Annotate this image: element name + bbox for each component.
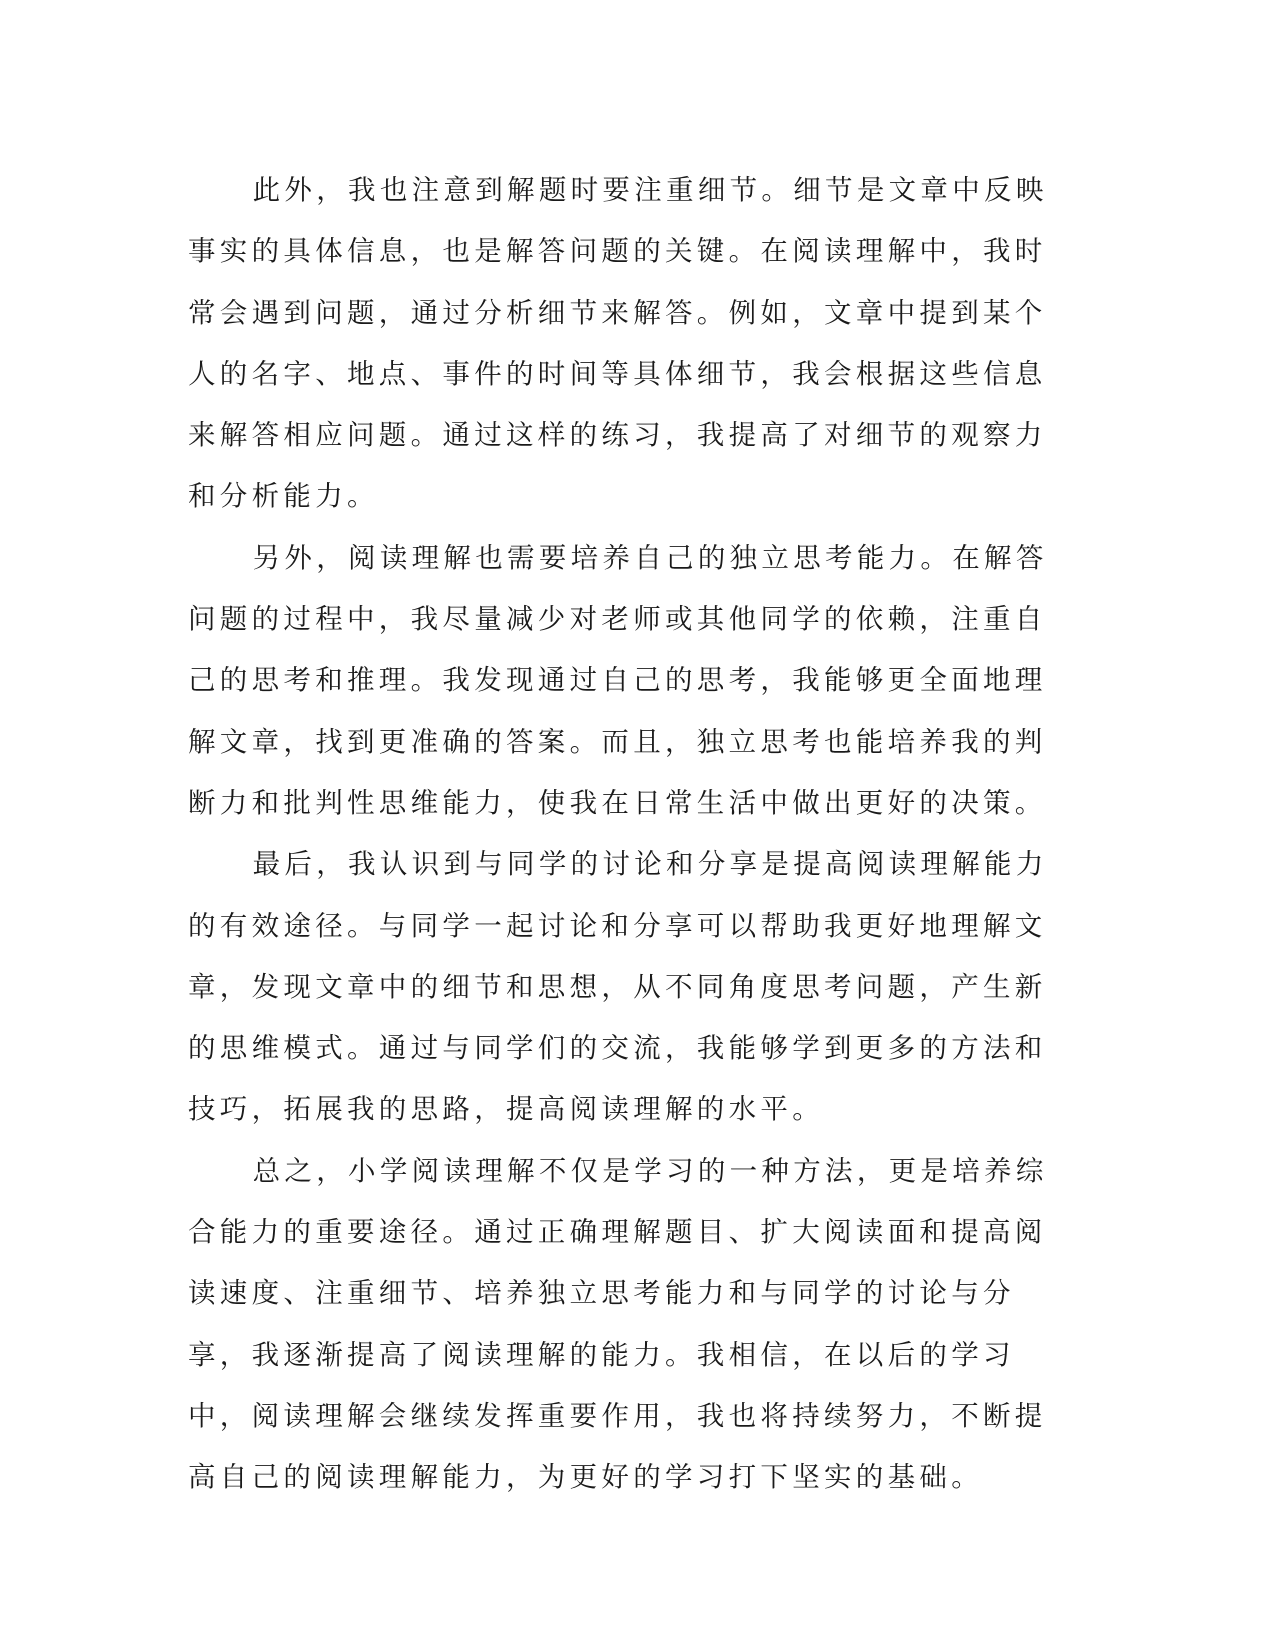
paragraph-independent-thinking: 另外，阅读理解也需要培养自己的独立思考能力。在解答问题的过程中，我尽量减少对老师或其他同学的依赖，注重自己的思考和推理。我发现通过自己的思考，我能够更全面地理解文章，找到更准确的答案。而且，独立思考也能培养我的判断力和批判性思维能力，使我在日常生活中做出更好的决策。 (188, 541, 1048, 819)
paragraph-conclusion: 总之，小学阅读理解不仅是学习的一种方法，更是培养综合能力的重要途径。通过正确理解题目、扩大阅读面和提高阅读速度、注重细节、培养独立思考能力和与同学的讨论与分享，我逐渐提高了阅读理解的能力。我相信，在以后的学习中，阅读理解会继续发挥重要作用，我也将持续努力，不断提高自己的阅读理解能力，为更好的学习打下坚实的基础。 (188, 1154, 1048, 1494)
document-body (188, 160, 1068, 1509)
paragraph-discussion-sharing: 最后，我认识到与同学的讨论和分享是提高阅读理解能力的有效途径。与同学一起讨论和分享可以帮助我更好地理解文章，发现文章中的细节和思想，从不同角度思考问题，产生新的思维模式。通过与同学们的交流，我能够学到更多的方法和技巧，拓展我的思路，提高阅读理解的水平。 (188, 848, 1048, 1126)
paragraph-details: 此外，我也注意到解题时要注重细节。细节是文章中反映事实的具体信息，也是解答问题的关键。在阅读理解中，我时常会遇到问题，通过分析细节来解答。例如，文章中提到某个人的名字、地点、事件的时间等具体细节，我会根据这些信息来解答相应问题。通过这样的练习，我提高了对细节的观察力和分析能力。 (188, 174, 1048, 513)
